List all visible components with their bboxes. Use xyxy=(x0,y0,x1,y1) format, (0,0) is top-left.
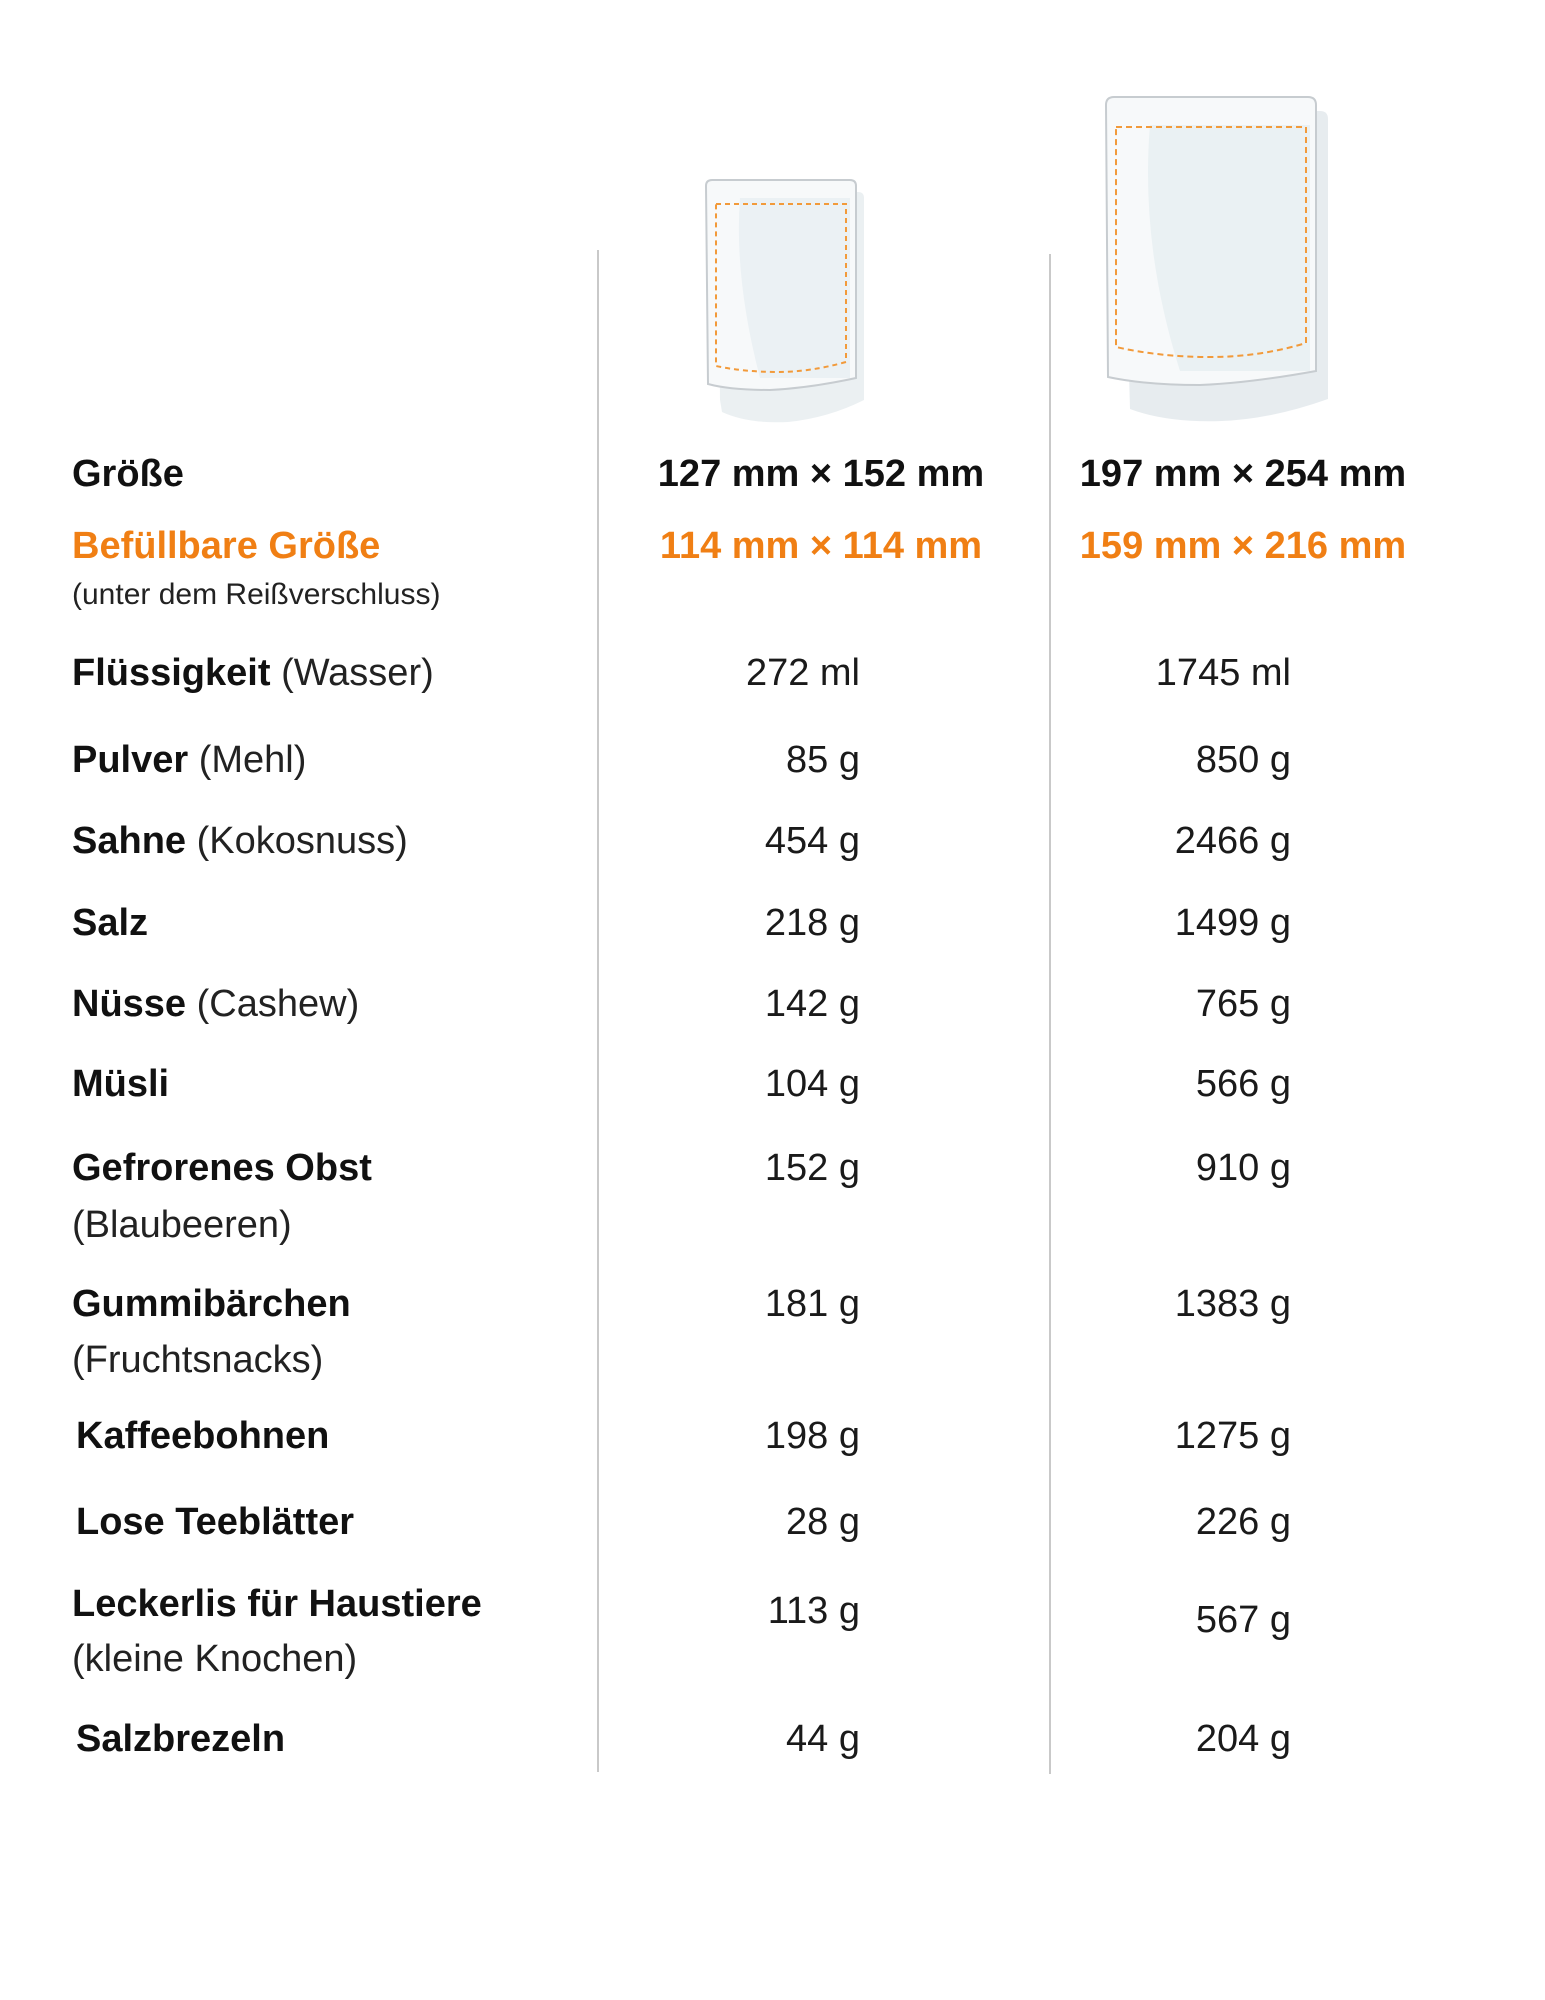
row-small-value: 104 g xyxy=(764,1063,860,1105)
row-label: Salz xyxy=(72,902,149,944)
row-small-value: 198 g xyxy=(764,1415,860,1457)
row-label: Gefrorenes Obst xyxy=(72,1147,372,1189)
row-small-value: 152 g xyxy=(764,1147,860,1189)
row-large-value: 566 g xyxy=(1195,1063,1291,1105)
row-label: Kaffeebohnen xyxy=(76,1415,330,1457)
row-label: Lose Teeblätter xyxy=(76,1501,355,1543)
row-label: Müsli xyxy=(72,1063,170,1105)
large-fill-value: 159 mm × 216 mm xyxy=(1079,525,1407,567)
row-large-value: 1499 g xyxy=(1174,902,1291,944)
row-label: Leckerlis für Haustiere xyxy=(72,1583,482,1625)
row-large-value: 2466 g xyxy=(1174,820,1291,862)
row-large-value: 1383 g xyxy=(1174,1283,1291,1325)
small-fill-value: 114 mm × 114 mm xyxy=(659,525,983,567)
small-pouch-icon xyxy=(700,178,870,423)
row-small-value: 28 g xyxy=(786,1501,860,1543)
column-divider-1 xyxy=(597,250,599,1772)
row-large-value: 1745 ml xyxy=(1155,652,1291,694)
row-note: (Blaubeeren) xyxy=(72,1204,292,1246)
row-large-value: 1275 g xyxy=(1174,1415,1291,1457)
small-size-value: 127 mm × 152 mm xyxy=(657,453,985,495)
fill-size-label: Befüllbare Größe xyxy=(72,525,381,567)
row-label: Nüsse (Cashew) xyxy=(72,983,360,1025)
fill-size-note: (unter dem Reißverschluss) xyxy=(72,578,441,611)
row-label: Pulver (Mehl) xyxy=(72,739,307,781)
row-large-value: 204 g xyxy=(1195,1718,1291,1760)
row-small-value: 272 ml xyxy=(745,652,860,694)
row-small-value: 113 g xyxy=(767,1590,860,1632)
row-large-value: 910 g xyxy=(1195,1147,1291,1189)
large-pouch-icon xyxy=(1100,95,1330,425)
row-large-value: 567 g xyxy=(1195,1599,1291,1641)
row-small-value: 44 g xyxy=(786,1718,860,1760)
row-note: (Fruchtsnacks) xyxy=(72,1339,324,1381)
row-label: Salzbrezeln xyxy=(76,1718,286,1760)
large-size-value: 197 mm × 254 mm xyxy=(1079,453,1407,495)
row-small-value: 218 g xyxy=(764,902,860,944)
row-large-value: 765 g xyxy=(1195,983,1291,1025)
row-large-value: 850 g xyxy=(1195,739,1291,781)
row-label: Gummibärchen xyxy=(72,1283,351,1325)
row-note: (kleine Knochen) xyxy=(72,1638,358,1680)
row-small-value: 85 g xyxy=(786,739,860,781)
row-small-value: 142 g xyxy=(764,983,860,1025)
row-small-value: 181 g xyxy=(764,1283,860,1325)
size-label: Größe xyxy=(72,453,184,495)
row-label: Sahne (Kokosnuss) xyxy=(72,820,408,862)
row-large-value: 226 g xyxy=(1195,1501,1291,1543)
row-small-value: 454 g xyxy=(764,820,860,862)
row-label: Flüssigkeit (Wasser) xyxy=(72,652,434,694)
